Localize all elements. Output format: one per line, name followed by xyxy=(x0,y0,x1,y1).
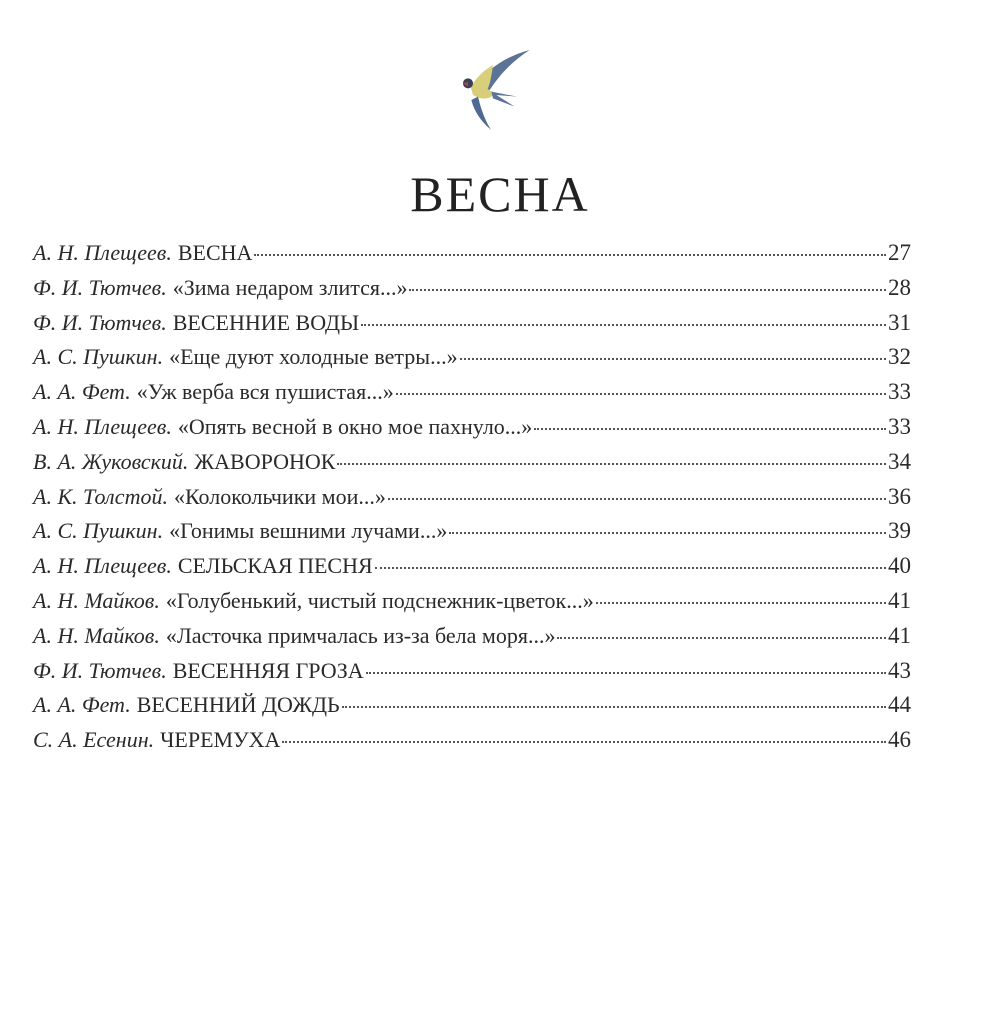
dot-leader xyxy=(375,567,886,569)
entry-author: В. А. Жуковский. xyxy=(33,448,189,474)
entry-author: А. Н. Майков. xyxy=(33,587,160,613)
entry-page-number: 46 xyxy=(888,727,911,753)
entry-page-number: 44 xyxy=(888,692,911,718)
entry-page-number: 33 xyxy=(888,379,911,405)
entry-author: А. С. Пушкин. xyxy=(33,344,164,370)
entry-page-number: 31 xyxy=(888,309,911,335)
entry-page-number: 32 xyxy=(888,344,911,370)
entry-author: Ф. И. Тютчев. xyxy=(33,274,167,300)
entry-title: «Голубенький, чистый подснежник-цветок...» xyxy=(165,587,594,613)
dot-leader xyxy=(396,393,886,395)
entry-title: ВЕСЕННИЙ ДОЖДЬ xyxy=(136,692,340,718)
toc-entry[interactable] xyxy=(33,727,911,762)
entry-title: «Гонимы вешними лучами...» xyxy=(169,518,448,544)
toc-entry[interactable] xyxy=(33,658,911,693)
entry-title: ВЕСЕННИЕ ВОДЫ xyxy=(172,309,360,335)
swallow-illustration xyxy=(438,40,538,140)
toc-entry[interactable] xyxy=(33,275,911,310)
entry-author: А. Н. Плещеев. xyxy=(33,240,172,265)
entry-title: «Опять весной в окно мое пахнуло...» xyxy=(177,413,533,439)
entry-page-number: 36 xyxy=(888,483,911,509)
section-title: ВЕСНА xyxy=(410,166,590,222)
toc-entry[interactable] xyxy=(33,414,911,449)
dot-leader xyxy=(366,672,886,674)
entry-author: А. Н. Майков. xyxy=(33,622,160,648)
dot-leader xyxy=(254,254,886,256)
dot-leader xyxy=(449,532,886,534)
dot-leader xyxy=(409,289,886,291)
entry-page-number: 40 xyxy=(888,553,911,579)
toc-entry[interactable] xyxy=(33,553,911,588)
entry-page-number: 39 xyxy=(888,518,911,544)
entry-author: А. С. Пушкин. xyxy=(33,518,164,544)
dot-leader xyxy=(337,463,886,465)
entry-title: ЧЕРЕМУХА xyxy=(160,727,281,753)
toc-entry[interactable] xyxy=(33,518,911,553)
entry-title: «Ласточка примчалась из-за бела моря...» xyxy=(165,622,556,648)
dot-leader xyxy=(596,602,886,604)
entry-title: «Уж верба вся пушистая...» xyxy=(136,379,394,405)
entry-page-number: 33 xyxy=(888,413,911,439)
entry-author: А. Н. Плещеев. xyxy=(33,413,172,439)
entry-page-number: 41 xyxy=(888,622,911,648)
entry-page-number: 34 xyxy=(888,448,911,474)
entry-author: А. А. Фет. xyxy=(33,692,131,718)
entry-page-number: 43 xyxy=(888,657,911,683)
entry-title: «Зима недаром злится...» xyxy=(172,274,408,300)
dot-leader xyxy=(460,358,886,360)
toc-entry[interactable] xyxy=(33,240,911,275)
toc-entry[interactable] xyxy=(33,484,911,519)
entry-page-number: 41 xyxy=(888,587,911,613)
entry-title: СЕЛЬСКАЯ ПЕСНЯ xyxy=(177,553,373,579)
entry-page-number: 27 xyxy=(888,240,911,265)
entry-author: С. А. Есенин. xyxy=(33,727,155,753)
toc-entry[interactable] xyxy=(33,344,911,379)
dot-leader xyxy=(534,428,886,430)
entry-title: ВЕСНА xyxy=(177,240,253,265)
dot-leader xyxy=(282,741,886,743)
table-of-contents xyxy=(33,240,911,762)
toc-entry[interactable] xyxy=(33,623,911,658)
toc-entry[interactable] xyxy=(33,379,911,414)
dot-leader xyxy=(557,637,886,639)
entry-author: Ф. И. Тютчев. xyxy=(33,309,167,335)
dot-leader xyxy=(388,498,886,500)
toc-entry[interactable] xyxy=(33,449,911,484)
dot-leader xyxy=(361,324,886,326)
toc-entry[interactable] xyxy=(33,692,911,727)
dot-leader xyxy=(342,706,886,708)
entry-title: «Еще дуют холодные ветры...» xyxy=(169,344,458,370)
toc-entry[interactable] xyxy=(33,310,911,345)
entry-author: А. Н. Плещеев. xyxy=(33,553,172,579)
entry-author: Ф. И. Тютчев. xyxy=(33,657,167,683)
entry-title: ВЕСЕННЯЯ ГРОЗА xyxy=(172,657,364,683)
entry-title: ЖАВОРОНОК xyxy=(194,448,336,474)
entry-title: «Колокольчики мои...» xyxy=(173,483,386,509)
toc-entry[interactable] xyxy=(33,588,911,623)
entry-page-number: 28 xyxy=(888,274,911,300)
entry-author: А. А. Фет. xyxy=(33,379,131,405)
entry-author: А. К. Толстой. xyxy=(33,483,168,509)
